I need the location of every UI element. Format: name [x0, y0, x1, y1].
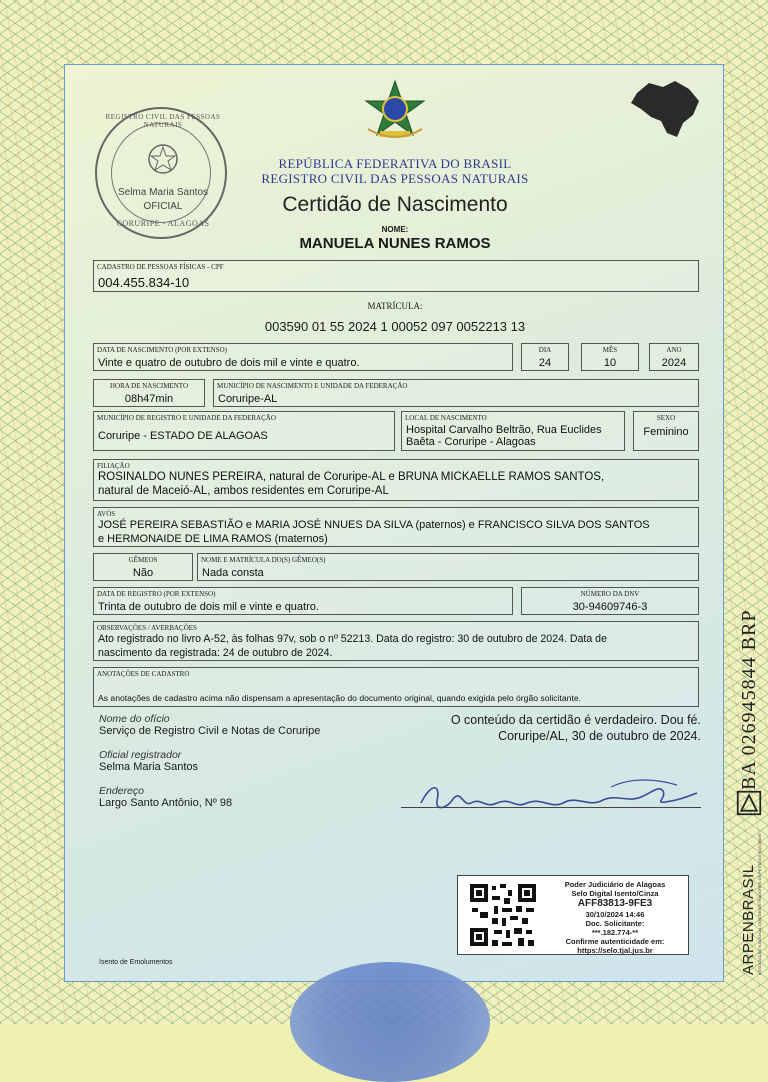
birth-municipality-label: MUNICÍPIO DE NASCIMENTO E UNIDADE DA FEDERAÇÃO — [217, 382, 408, 390]
twins-box — [93, 553, 193, 581]
registry-municipality-box — [93, 411, 395, 451]
dnv-value: 30-94609746-3 — [572, 601, 648, 613]
filiation-label: FILIAÇÃO — [97, 462, 130, 470]
birth-date-box — [93, 343, 513, 371]
observations-line2: nascimento da registrada: 24 de outubro de 2024. — [98, 647, 333, 659]
digital-seal-box — [457, 875, 689, 955]
birth-hour-value: 08h47min — [124, 393, 174, 405]
attestation — [395, 713, 701, 743]
month-box — [581, 343, 639, 371]
month-value: 10 — [603, 357, 617, 369]
name-value: MANUELA NUNES RAMOS — [299, 235, 491, 252]
brazil-coat-of-arms-icon — [360, 79, 430, 145]
seal-court: Poder Judiciário de Alagoas — [564, 880, 666, 889]
birth-place-line1: Hospital Carvalho Beltrão, Rua Euclides — [406, 424, 602, 436]
name-label: NOME: — [381, 225, 409, 234]
seal-datetime: 30/10/2024 14:46 — [585, 910, 645, 919]
registry-seal — [95, 107, 227, 239]
grandparents-box — [93, 507, 699, 547]
registry-municipality-label: MUNICÍPIO DE REGISTRO E UNIDADE DA FEDERAÇÃO — [97, 414, 276, 422]
grandparents-line2: e HERMONAIDE DE LIMA RAMOS (maternos) — [98, 533, 328, 545]
cpf-box — [93, 260, 699, 292]
seal-doc: ***.182.774-** — [591, 928, 639, 937]
birth-place-line2: Baêta - Coruripe - Alagoas — [406, 436, 536, 448]
birth-municipality-box — [213, 379, 699, 407]
fee-exemption: Isento de Emolumentos — [99, 959, 173, 966]
blue-seal-decoration — [290, 962, 490, 1082]
serial-number: BA 026945844 BRP — [738, 609, 760, 790]
arpen-logo-icon — [736, 790, 762, 816]
filiation-line2: natural de Maceió-AL, ambos residentes em Coruripe-AL — [98, 485, 389, 497]
signature-line — [401, 807, 701, 808]
brazil-map-icon — [627, 75, 703, 143]
observations-box — [93, 621, 699, 661]
day-label: DIA — [538, 346, 552, 354]
annotations-text: As anotações de cadastro acima não dispensam a apresentação do documento original, quando exigida pelo órgão solicitante. — [98, 693, 581, 703]
seal-url[interactable]: https://selo.tjal.jus.br — [577, 946, 653, 955]
sex-value: Feminino — [643, 426, 689, 438]
arpen-brand-subtitle: ASSOCIAÇÃO NACIONAL DOS REGISTRADORES DE PESSOAS NATURAIS — [757, 833, 762, 975]
observations-line1: Ato registrado no livro A-52, às folhas 97v, sob o nº 52213. Data do registro: 30 de outubro de 2024. Data de — [98, 633, 607, 645]
sex-label: SEXO — [656, 414, 676, 422]
year-box — [649, 343, 699, 371]
birth-place-label: LOCAL DE NASCIMENTO — [405, 414, 487, 422]
seal-code: AFF83813-9FE3 — [577, 898, 653, 909]
certificate-panel — [64, 64, 724, 982]
office-name-label: Nome do ofício — [99, 713, 170, 725]
birth-hour-box — [93, 379, 205, 407]
registrar-name: Selma Maria Santos — [99, 761, 199, 773]
birth-date-label: DATA DE NASCIMENTO (POR EXTENSO) — [97, 346, 227, 354]
registry-date-box — [93, 587, 513, 615]
day-value: 24 — [538, 357, 552, 369]
document-title: Certidão de Nascimento — [282, 193, 508, 216]
coat-of-arms-icon — [143, 139, 183, 179]
twins-name-box — [197, 553, 699, 581]
seal-ring-bottom: CORURIPE - ALAGOAS — [116, 219, 210, 228]
attestation-line1: O conteúdo da certidão é verdadeiro. Dou fé. — [450, 713, 701, 727]
observations-label: OBSERVAÇÕES / AVERBAÇÕES — [97, 624, 197, 632]
birth-municipality-value: Coruripe-AL — [218, 393, 278, 405]
header-registry: REGISTRO CIVIL DAS PESSOAS NATURAIS — [261, 171, 529, 186]
registry-date-label: DATA DE REGISTRO (POR EXTENSO) — [97, 590, 216, 598]
seal-doc-label: Doc. Solicitante: — [585, 919, 645, 928]
handwritten-signature — [401, 773, 701, 817]
header-republic: REPÚBLICA FEDERATIVA DO BRASIL — [278, 156, 512, 171]
registrar-label: Oficial registrador — [99, 749, 182, 761]
office-name: Serviço de Registro Civil e Notas de Coruripe — [99, 725, 321, 737]
seal-ring-top: REGISTRO CIVIL DAS PESSOAS NATURAIS — [105, 113, 221, 129]
day-box — [521, 343, 569, 371]
twins-name-label: NOME E MATRÍCULA DO(S) GÊMEO(S) — [201, 556, 326, 564]
dnv-box — [521, 587, 699, 615]
birth-hour-label: HORA DE NASCIMENTO — [109, 382, 189, 390]
seal-confirm: Confirme autenticidade em: — [565, 937, 665, 946]
filiation-box — [93, 459, 699, 501]
arpen-brand: ARPENBRASIL — [740, 864, 757, 975]
month-label: MÊS — [602, 346, 618, 354]
office-info — [99, 713, 320, 809]
annotations-box — [93, 667, 699, 707]
registry-date-value: Trinta de outubro de dois mil e vinte e quatro. — [98, 601, 319, 613]
address-value: Largo Santo Antônio, Nº 98 — [99, 797, 233, 809]
matricula-value: 003590 01 55 2024 1 00052 097 0052213 13 — [264, 319, 526, 334]
twins-value: Não — [132, 567, 154, 579]
year-label: ANO — [666, 346, 682, 354]
seal-type: Selo Digital Isento/Cinza — [571, 889, 659, 898]
attestation-line2: Coruripe/AL, 30 de outubro de 2024. — [498, 729, 701, 743]
annotations-label: ANOTAÇÕES DE CADASTRO — [97, 670, 190, 678]
cpf-label: CADASTRO DE PESSOAS FÍSICAS - CPF — [97, 263, 224, 271]
seal-role: OFICIAL — [143, 201, 183, 212]
seal-name: Selma Maria Santos — [117, 187, 209, 198]
twins-name-value: Nada consta — [202, 567, 264, 579]
grandparents-line1: JOSÉ PEREIRA SEBASTIÃO e MARIA JOSÉ NNUES DA SILVA (paternos) e FRANCISCO SILVA DOS SANTOS — [98, 519, 650, 531]
address-label: Endereço — [99, 785, 144, 797]
qr-code-icon — [468, 882, 538, 948]
sex-box — [633, 411, 699, 451]
birth-date-value: Vinte e quatro de outubro de dois mil e vinte e quatro. — [98, 357, 360, 369]
registry-municipality-value: Coruripe - ESTADO DE ALAGOAS — [98, 430, 268, 442]
year-value: 2024 — [661, 357, 687, 369]
filiation-line1: ROSINALDO NUNES PEREIRA, natural de Coruripe-AL e BRUNA MICKAELLE RAMOS SANTOS, — [98, 471, 605, 483]
matricula-label: MATRÍCULA: — [367, 301, 423, 311]
grandparents-label: AVÓS — [97, 510, 116, 518]
cpf-value: 004.455.834-10 — [98, 275, 190, 290]
dnv-label: NÚMERO DA DNV — [580, 590, 640, 598]
twins-label: GÊMEOS — [128, 556, 158, 564]
birth-place-box — [401, 411, 625, 451]
